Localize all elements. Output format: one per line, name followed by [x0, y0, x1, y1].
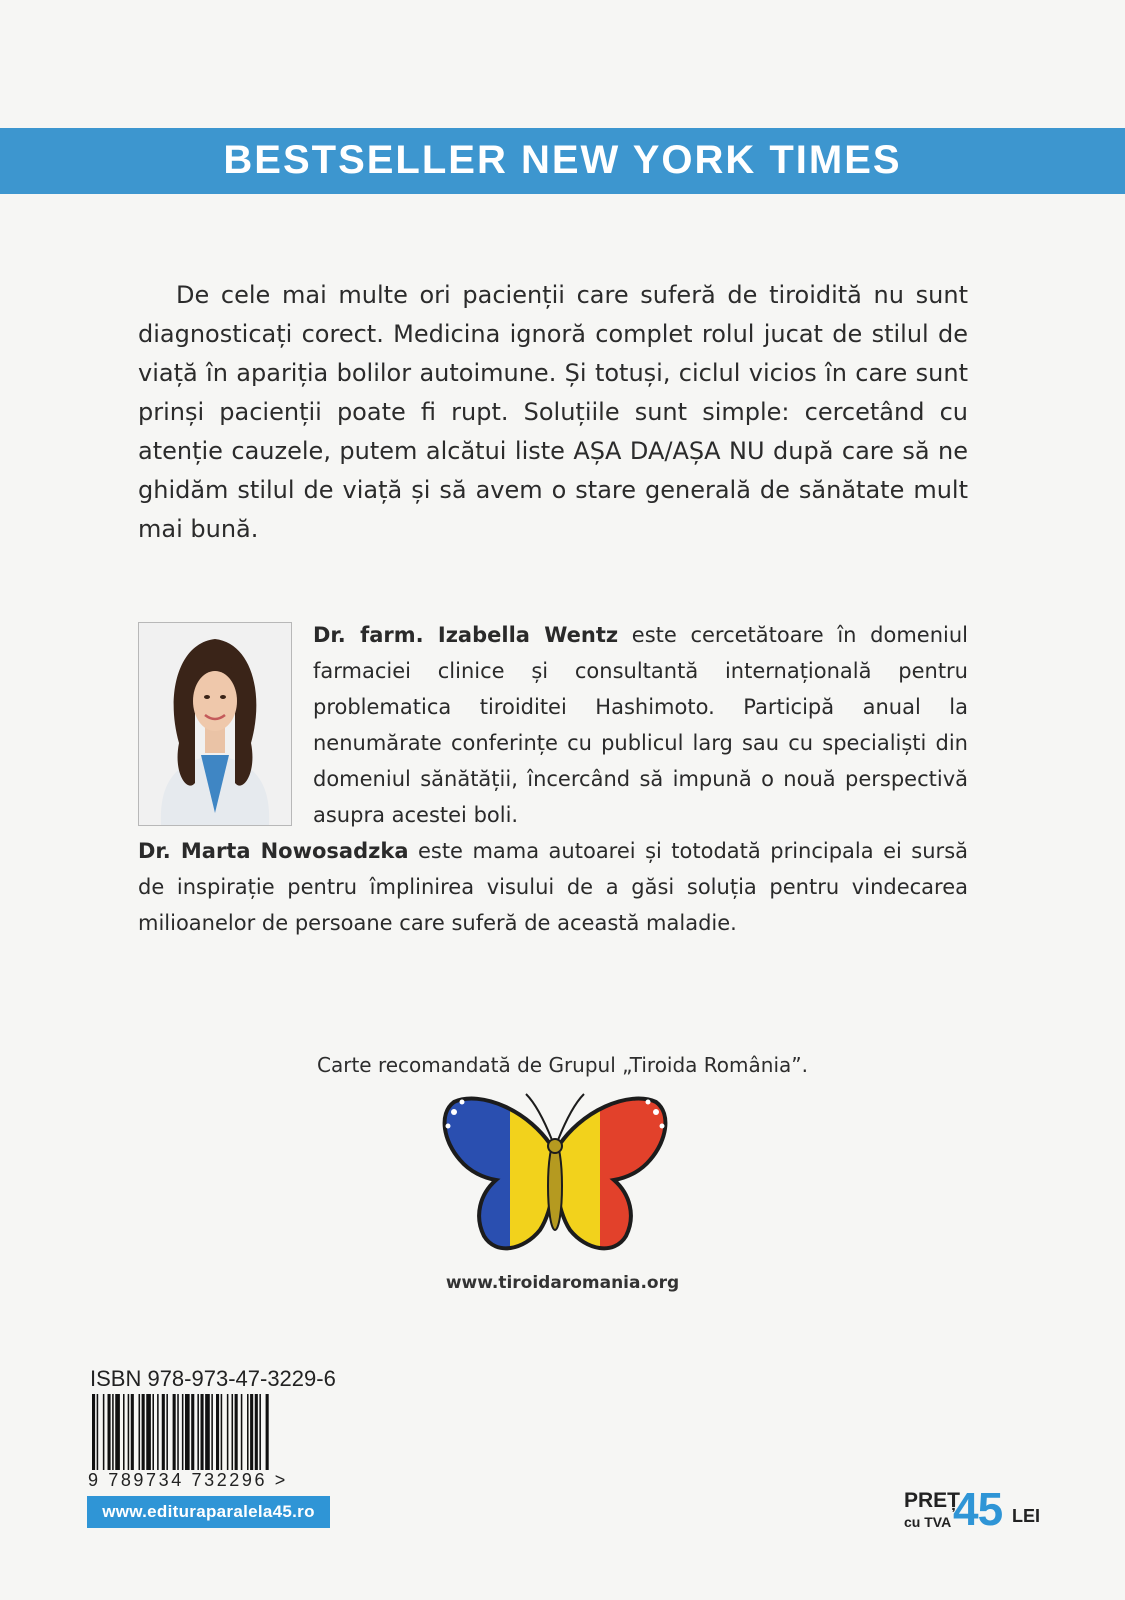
price-tag: [904, 1483, 1044, 1536]
author-bio-izabella: [313, 617, 968, 833]
author-bio-marta: [138, 833, 968, 941]
author-portrait-icon: [139, 623, 291, 825]
recommendation-text: Carte recomandată de Grupul „Tiroida România”.: [317, 1053, 808, 1077]
price-vat-label: cu TVA: [904, 1514, 952, 1530]
price-currency: LEI: [1012, 1506, 1041, 1526]
isbn-label: ISBN 978-973-47-3229-6: [90, 1366, 336, 1391]
butterfly-logo-icon: [440, 1090, 670, 1262]
author-bio-izabella-text: este cercetătoare în domeniul farmaciei clinice și consultantă internațională pentru problematica tiroiditei Hashimoto. Participă anual la nenumărate conferințe cu publicul larg sau cu specialiști din domeniul sănătății, încercând să impună o nouă perspectivă asupra acestei boli.: [313, 623, 968, 827]
price-value: 45: [953, 1483, 1003, 1535]
barcode-icon: [88, 1394, 340, 1472]
author-bio-marta-text: este mama autoarei și totodată principala ei sursă de inspirație pentru împlinirea visului de a găsi soluția pentru vindecarea milioanelor de persoane care suferă de această maladie.: [138, 839, 969, 935]
publisher-website-link[interactable]: www.edituraparalela45.ro: [87, 1496, 330, 1528]
bestseller-banner: [0, 128, 1125, 194]
tiroida-romania-link[interactable]: www.tiroidaromania.org: [445, 1273, 680, 1293]
price-label: PREȚ: [904, 1489, 961, 1512]
intro-paragraph: De cele mai multe ori pacienții care suferă de tiroidită nu sunt diagnosticați corect. Medicina ignoră complet rolul jucat de stilul de viață în apariția bolilor autoimune. Și totuși, ciclul vicios în care sunt prinși pacienții poate fi rupt. Soluțiile sunt simple: cercetând cu atenție cauzele, putem alcătui liste AȘA DA/AȘA NU după care să ne ghidăm stilul de viață și să avem o stare generală de sănătate mult mai bună.: [138, 281, 968, 543]
barcode-digits: 9 789734 732296 >: [88, 1470, 288, 1490]
bestseller-banner-text: BESTSELLER NEW YORK TIMES: [223, 138, 902, 182]
author-name-marta: Dr. Marta Nowosadzka: [138, 839, 409, 863]
author-name-izabella: Dr. farm. Izabella Wentz: [313, 623, 619, 647]
author-photo: [138, 622, 292, 826]
